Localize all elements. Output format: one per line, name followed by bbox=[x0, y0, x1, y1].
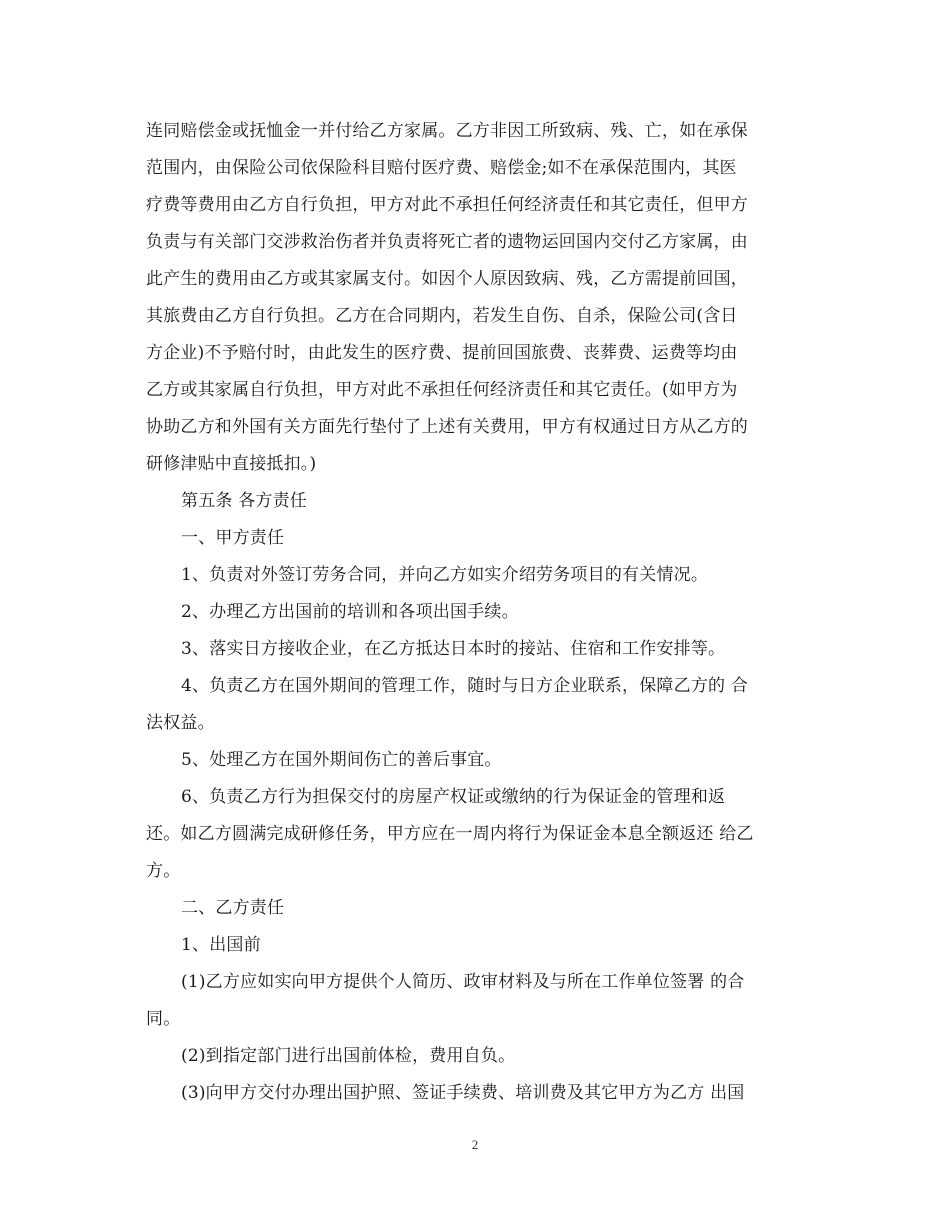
text-line: (1)乙方应如实向甲方提供个人简历、政审材料及与所在工作单位签署 的合 bbox=[181, 972, 745, 992]
text-line: 6、负责乙方行为担保交付的房屋产权证或缴纳的行为保证金的管理和返 bbox=[181, 787, 726, 807]
paragraph bbox=[146, 520, 806, 557]
page-number: 2 bbox=[471, 1137, 479, 1152]
paragraph bbox=[146, 668, 806, 742]
paragraph bbox=[146, 742, 806, 779]
text-line: 1、负责对外签订劳务合同，并向乙方如实介绍劳务项目的有关情况。 bbox=[181, 565, 709, 585]
text-line: 方企业)不予赔付时，由此发生的医疗费、提前回国旅费、丧葬费、运费等均由 bbox=[146, 343, 738, 363]
text-line: 方。 bbox=[146, 861, 181, 881]
text-line: 1、出国前 bbox=[181, 935, 261, 955]
text-line: 法权益。 bbox=[146, 713, 215, 733]
text-line: 负责与有关部门交涉救治伤者并负责将死亡者的遗物运回国内交付乙方家属，由 bbox=[146, 232, 748, 252]
text-line: 还。如乙方圆满完成研修任务，甲方应在一周内将行为保证金本息全额返还 给乙 bbox=[146, 824, 754, 844]
text-line: 连同赔偿金或抚恤金一并付给乙方家属。乙方非因工所致病、残、亡，如在承保 bbox=[146, 121, 748, 141]
paragraph bbox=[146, 594, 806, 631]
text-line: 第五条 各方责任 bbox=[181, 491, 308, 511]
paragraph bbox=[146, 779, 806, 890]
text-line: 二、乙方责任 bbox=[181, 898, 285, 918]
paragraph bbox=[146, 927, 806, 964]
text-line: (3)向甲方交付办理出国护照、签证手续费、培训费及其它甲方为乙方 出国 bbox=[181, 1083, 745, 1103]
text-line: 4、负责乙方在国外期间的管理工作，随时与日方企业联系，保障乙方的 合 bbox=[181, 676, 749, 696]
text-line: (2)到指定部门进行出国前体检，费用自负。 bbox=[181, 1046, 516, 1066]
text-line: 一、甲方责任 bbox=[181, 528, 285, 548]
document-body bbox=[146, 113, 806, 1112]
text-line: 同。 bbox=[146, 1009, 181, 1029]
paragraph bbox=[146, 1075, 806, 1112]
text-line: 范围内，由保险公司依保险科目赔付医疗费、赔偿金;如不在承保范围内，其医 bbox=[146, 158, 737, 178]
text-line: 2、办理乙方出国前的培训和各项出国手续。 bbox=[181, 602, 519, 622]
text-line: 疗费等费用由乙方自行负担，甲方对此不承担任何经济责任和其它责任，但甲方 bbox=[146, 195, 748, 215]
paragraph bbox=[146, 113, 806, 483]
text-line: 研修津贴中直接抵扣。) bbox=[146, 454, 317, 474]
paragraph bbox=[146, 557, 806, 594]
text-line: 5、处理乙方在国外期间伤亡的善后事宜。 bbox=[181, 750, 502, 770]
paragraph bbox=[146, 483, 806, 520]
text-line: 协助乙方和外国有关方面先行垫付了上述有关费用，甲方有权通过日方从乙方的 bbox=[146, 417, 748, 437]
paragraph bbox=[146, 964, 806, 1038]
text-line: 3、落实日方接收企业，在乙方抵达日本时的接站、住宿和工作安排等。 bbox=[181, 639, 726, 659]
text-line: 此产生的费用由乙方或其家属支付。如因个人原因致病、残，乙方需提前回国， bbox=[146, 269, 748, 289]
paragraph bbox=[146, 631, 806, 668]
text-line: 其旅费由乙方自行负担。乙方在合同期内，若发生自伤、自杀，保险公司(含日 bbox=[146, 306, 738, 326]
paragraph bbox=[146, 1038, 806, 1075]
text-line: 乙方或其家属自行负担，甲方对此不承担任何经济责任和其它责任。(如甲方为 bbox=[146, 380, 738, 400]
paragraph bbox=[146, 890, 806, 927]
